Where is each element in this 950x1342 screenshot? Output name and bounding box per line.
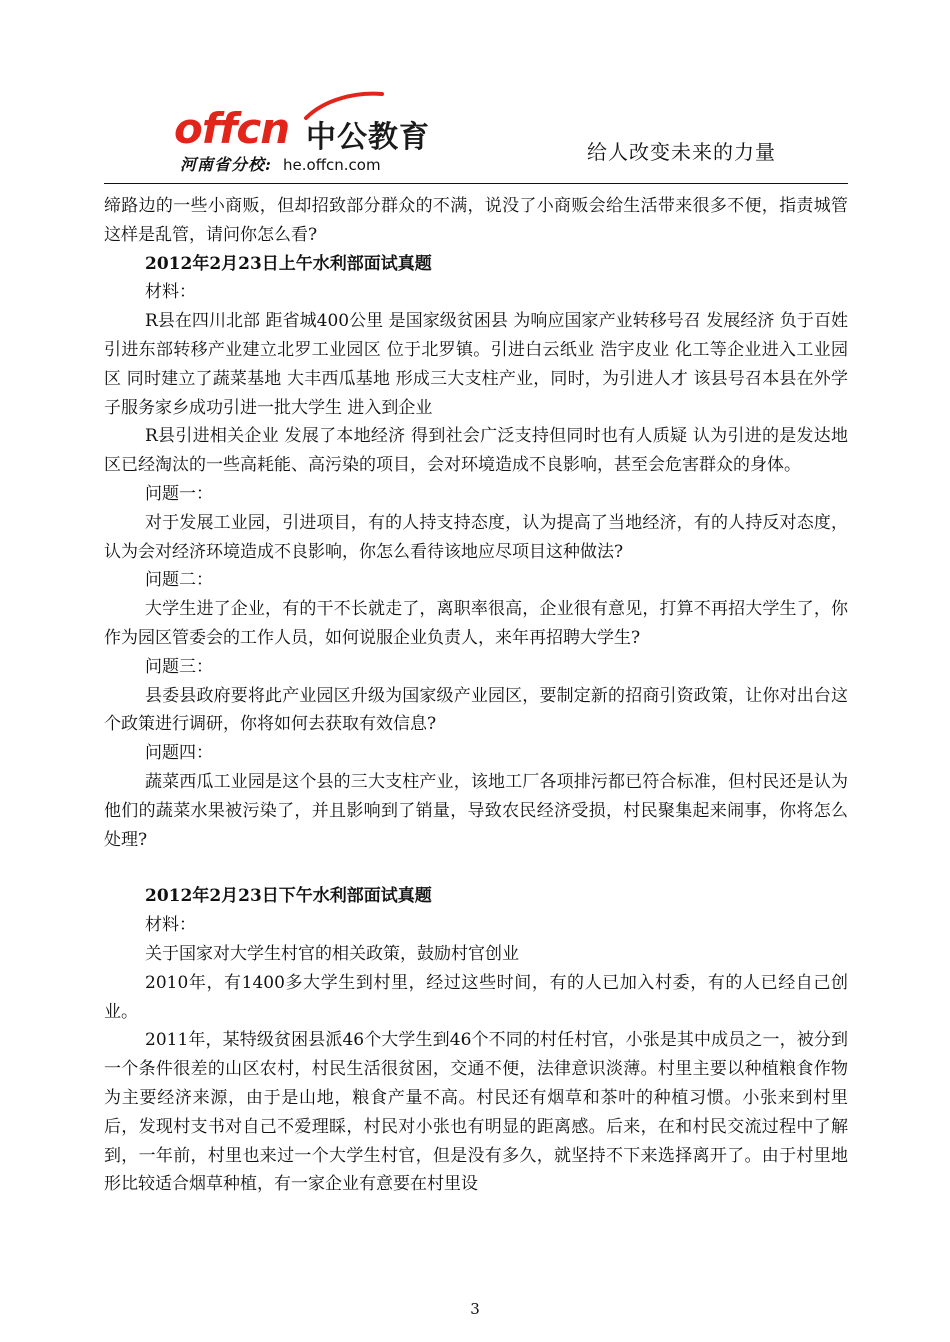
paragraph-gap [104, 854, 848, 882]
branch-url: he.offcn.com [283, 156, 381, 174]
section-title: 2012年2月23日上午水利部面试真题 [145, 253, 432, 274]
brand-name-cn: 中公教育 [306, 120, 430, 155]
paragraph: 2011年，某特级贫困县派46个大学生到46个不同的村任村官，小张是其中成员之一，被分到一个条件很差的山区农村，村民生活很贫困，交通不便，法律意识淡薄。村里主要以种植粮食作物为主要经济来源，由于是山地，粮食产量不高。村民还有烟草和茶叶的种植习惯。小张来到村里后，发现村支书对自己不爱理睬，村民对小张也有明显的距离感。后来，在和村民交流过程中了解到，一年前，村里也来过一个大学生村官，但是没有多久，就坚持不下来选择离开了。由于村里地形比较适合烟草种植，有一家企业有意要在村里设 [104, 1030, 848, 1195]
paragraph: 问题三： [145, 656, 213, 677]
paragraph: 2010年，有1400多大学生到村里，经过这些时间，有的人已加入村委，有的人已经自己创业。 [104, 972, 848, 1022]
paragraph: 材料： [145, 282, 196, 303]
slogan: 给人改变未来的力量 [587, 140, 776, 164]
offcn-logo [174, 90, 434, 174]
paragraph: R县在四川北部 距省城400公里 是国家级贫困县 为响应国家产业转移号召 发展经济 负于百姓 引进东部转移产业建立北罗工业园区 位于北罗镇。引进白云纸业 浩宇皮业 化工等企业进入工业园区 同时建立了蔬菜基地 大丰西瓜基地 形成三大支柱产业，同时，为引进人才 该县号召本县在外学子服务家乡成功引进一批大学生 进入到企业 [104, 311, 848, 418]
document-body [104, 192, 848, 1199]
paragraph: 问题一： [145, 483, 213, 504]
branch-name: 河南省分校: [180, 155, 272, 174]
paragraph: R县引进相关企业 发展了本地经济 得到社会广泛支持但同时也有人质疑 认为引进的是发达地区已经淘汰的一些高耗能、高污染的项目，会对环境造成不良影响，甚至会危害群众的身体。 [104, 426, 848, 476]
branch-line [180, 152, 381, 175]
paragraph: 县委县政府要将此产业园区升级为国家级产业园区，要制定新的招商引资政策，让你对出台这个政策进行调研，你将如何去获取有效信息? [104, 685, 848, 735]
header-divider [104, 183, 848, 184]
paragraph: 蔬菜西瓜工业园是这个县的三大支柱产业，该地工厂各项排污都已符合标准，但村民还是认为他们的蔬菜水果被污染了，并且影响到了销量，导致农民经济受损，村民聚集起来闹事，你将怎么处理? [104, 771, 848, 850]
page-number: 3 [470, 1300, 480, 1318]
paragraph: 关于国家对大学生村官的相关政策，鼓励村官创业 [145, 943, 519, 964]
brand-name-en: offcn [174, 104, 290, 153]
paragraph: 问题二： [145, 570, 213, 591]
paragraph: 材料： [145, 915, 196, 936]
paragraph: 对于发展工业园，引进项目，有的人持支持态度，认为提高了当地经济，有的人持反对态度，认为会对经济环境造成不良影响，你怎么看待该地应尽项目这种做法? [104, 512, 848, 562]
section-title: 2012年2月23日下午水利部面试真题 [145, 886, 432, 907]
paragraph: 缔路边的一些小商贩，但却招致部分群众的不满，说没了小商贩会给生活带来很多不便，指责城管这样是乱管，请问你怎么看? [104, 196, 848, 245]
paragraph: 大学生进了企业，有的干不长就走了，离职率很高，企业很有意见，打算不再招大学生了，你作为园区管委会的工作人员，如何说服企业负责人，来年再招聘大学生? [104, 599, 848, 648]
page-header [104, 80, 848, 188]
paragraph: 问题四： [145, 743, 213, 764]
